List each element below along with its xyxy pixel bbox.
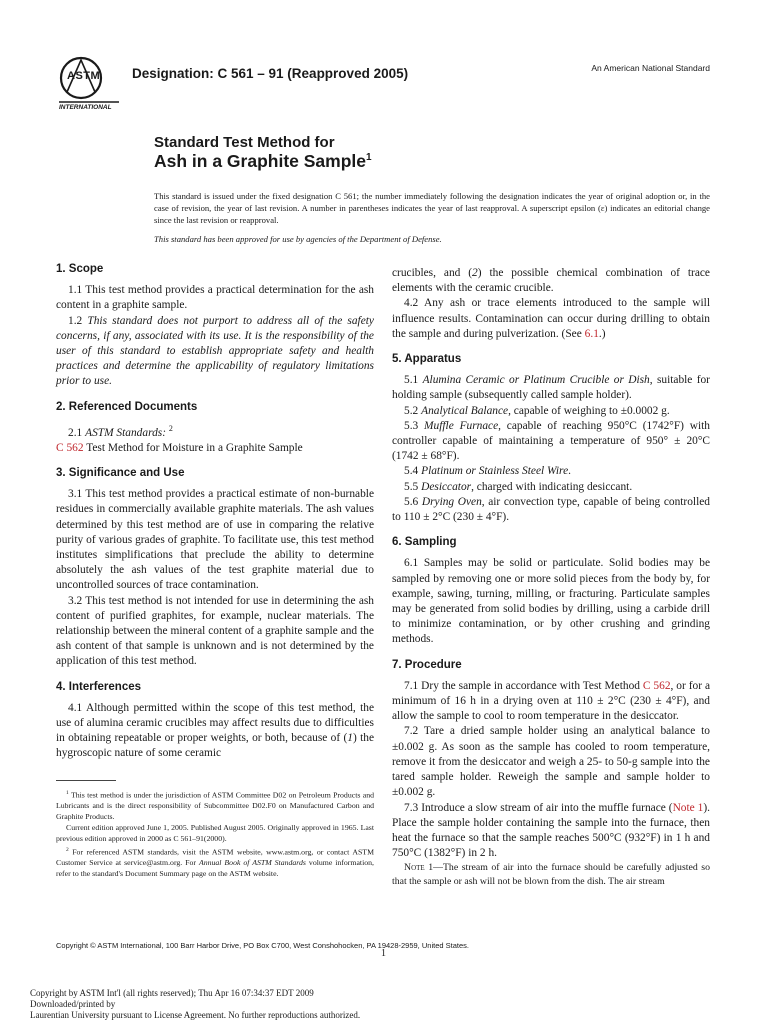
para-num: 2.1 (68, 426, 83, 439)
para-5-4 (392, 464, 710, 479)
para-5-1 (392, 373, 710, 403)
para-3-2: 3.2 This test method is not intended for use in determining the ash content of purified graphites, for example, nuclear materials. The relationship between the mineral content of a graphite sample and the ash content of that sample is unknown and is not determined by the application of this test method. (56, 594, 374, 668)
enum-number: 1 (347, 732, 353, 745)
apparatus-name: Platinum or Stainless Steel Wire (421, 465, 569, 478)
text-span: . (568, 465, 571, 478)
text-span: .) (598, 327, 606, 340)
intro-paragraph: This standard is issued under the fixed designation C 561; the number immediately following the designation indicates the year of original adoption or, in the case of revision, the year of last revision. A number in parentheses indicates the year of last reapproval. A superscript epsilon (ε) indicates an editorial change since the last revision or reapproval. (154, 191, 710, 225)
text-span: crucibles, and ( (392, 267, 473, 279)
enum-number: 2 (472, 267, 478, 279)
para-1-2 (56, 314, 374, 390)
text-span: , or for a minimum of 16 h in a drying oven at 110 ± 2°C (230 ± 4°F), and allow the sample to cool to room temperature in the desiccator. (392, 679, 711, 723)
c562-title: Test Method for Moisture in a Graphite Sample (86, 441, 303, 454)
para-num: 5.6 (404, 495, 419, 508)
section-refdocs-heading: 2. Referenced Documents (56, 400, 198, 413)
title-text: Ash in a Graphite Sample (154, 151, 366, 171)
footnote-mark: 2 (168, 423, 173, 433)
footer-line-1: Copyright by ASTM Int'l (all rights reserved); Thu Apr 16 07:34:37 EDT 2009 (30, 988, 314, 998)
text-span: 7.3 Introduce a slow stream of air into the muffle furnace ( (404, 801, 673, 814)
para-num: 5.5 (404, 480, 419, 493)
para-num: 5.3 (404, 419, 419, 432)
section-sampling-heading: 6. Sampling (392, 536, 457, 549)
note-label: Note 1 (404, 862, 434, 874)
para-num: 5.1 (404, 374, 419, 387)
astm-standards-label: ASTM Standards: (85, 426, 167, 439)
para-7-2: 7.2 Tare a dried sample holder using an analytical balance to ±0.002 g. As soon as the sample has cooled to room temperature, remove it from the desiccator and weigh a 25- to 50-g sample into the tared sample holder. Reweigh the sample and sample holder to ±0.002 g. (392, 725, 710, 799)
footnote-mark: 2 (66, 846, 69, 853)
page-number: 1 (381, 948, 386, 959)
section-significance-heading: 3. Significance and Use (56, 467, 185, 480)
section-interferences-heading: 4. Interferences (56, 680, 142, 693)
safety-caveat: This standard does not purport to address all of the safety concerns, if any, associated with its use. It is the responsibility of the user of this standard to establish appropriate safety and health practices and determine the applicability of regulatory limitations prior to use. (56, 314, 374, 388)
dod-approval: This standard has been approved for use by agencies of the Department of Defense. (154, 234, 442, 244)
text-span: 4.1 Although permitted within the scope of this test method, the use of alumina ceramic crucibles may affect results due to difficulties in obtaining repeatable or proper weights, or both, because of ( (56, 701, 374, 745)
para-3-1: 3.1 This test method provides a practical estimate of non-burnable residues in commercially available graphite materials. The ash values determined by this test method are of use in comparing the relative purity of various grades of graphite. To facilitate use, this test method institutes simplifications that preclude the ability to determine absolutely the ash values of the test graphite material due to uncontrolled sources of trace contamination. (56, 488, 374, 592)
ref-c562 (56, 441, 374, 456)
para-num: 5.4 (404, 465, 419, 478)
apparatus-name: Alumina Ceramic or Platinum Crucible or Dish (422, 374, 650, 387)
apparatus-name: Drying Oven (421, 495, 482, 508)
note-1 (392, 861, 710, 889)
para-6-1: 6.1 Samples may be solid or particulate. Solid bodies may be sampled by removing one or more solid pieces from the body by, for example, sawing, turning, milling, or fracturing. Particulate samples may be generated from solid bodies by drilling, using a carbide drill to minimize contamination, or by other crushing and grinding methods. (392, 557, 710, 646)
para-1-1: 1.1 This test method provides a practical determination for the ash content in a graphite sample. (56, 284, 374, 312)
text-span: , air convection type, capable of being controlled to 110 ± 2°C (230 ± 4°F). (392, 495, 710, 524)
designation: Designation: C 561 – 91 (Reapproved 2005) (132, 66, 409, 81)
title-line1: Standard Test Method for (154, 134, 335, 151)
para-7-1 (392, 679, 710, 725)
para-num: 5.2 (404, 404, 419, 417)
download-footer (30, 988, 360, 1021)
apparatus-name: Muffle Furnace (424, 419, 499, 432)
astm-logo (55, 52, 123, 116)
title-line2 (154, 151, 372, 172)
section-6-1-link[interactable]: 6.1 (584, 327, 599, 340)
american-national-standard: An American National Standard (591, 63, 710, 73)
footnote-text: This test method is under the jurisdiction of ASTM Committee D02 on Petroleum Products and Lubricants and is the direct responsibility of Subcommittee D02.F0 on Manufactured Carbon and Graphite Products. (56, 790, 374, 822)
logo-subtext: INTERNATIONAL (59, 104, 112, 111)
note-1-link[interactable]: Note 1 (672, 801, 704, 814)
text-span: , capable of weighing to ±0.0002 g. (508, 404, 670, 417)
para-5-6 (392, 495, 710, 525)
footnote-mark: 1 (66, 790, 69, 796)
para-5-5 (392, 480, 710, 495)
text-span: , capable of reaching 950°C (1742°F) with controller capable of maintaining a temperature of 950° ± 20°C (1742 ± 68°F). (392, 419, 710, 463)
text-span: ). Place the sample holder containing the sample into the furnace, then heat the furnace so that the sample reaches 500°C (932°F) in 1 h and 750°C (1382°F) in 2 h. (392, 801, 711, 860)
copyright-line: Copyright © ASTM International, 100 Barr Harbor Drive, PO Box C700, West Conshohocken, PA 19428-2959, United States. (56, 941, 469, 950)
para-4-1 (56, 701, 374, 762)
text-span: ) the hygroscopic nature of some ceramic (56, 732, 374, 760)
right-column (392, 266, 710, 889)
section-scope-heading: 1. Scope (56, 263, 104, 275)
para-5-2 (392, 404, 710, 419)
footnote-1-edition: Current edition approved June 1, 2005. Published August 2005. Originally approved in 1965. Last previous edition approved in 2000 as C 561–91(2000). (56, 822, 374, 843)
para-4-2 (392, 296, 710, 342)
apparatus-name: Analytical Balance (421, 404, 509, 417)
text-span: 4.2 Any ash or trace elements introduced to the sample will influence results. Contamination can occur during drilling to obtain the sample and during pulverization. (See (392, 297, 710, 340)
c562-link[interactable]: C 562 (642, 679, 671, 692)
c562-link[interactable]: C 562 (56, 441, 84, 454)
annual-book-title: Annual Book of ASTM Standards (198, 857, 306, 867)
title-footnote-mark: 1 (366, 152, 372, 164)
left-column (56, 262, 374, 762)
text-span: , suitable for holding sample (subsequently called sample holder). (392, 374, 710, 402)
para-7-3 (392, 801, 710, 862)
footnote-divider (56, 780, 116, 781)
para-num: 1.2 (68, 314, 83, 327)
text-span: , charged with indicating desiccant. (471, 480, 633, 493)
para-5-3 (392, 419, 710, 465)
section-procedure-heading: 7. Procedure (392, 658, 462, 671)
footnote-text: For referenced ASTM standards, visit the ASTM website, www.astm.org, or contact ASTM Customer Service at service@astm.org. For (56, 847, 374, 867)
text-span: ) the possible chemical combination of trace elements with the ceramic crucible. (392, 267, 710, 295)
footnote-text: volume information, refer to the standard's Document Summary page on the ASTM website. (56, 857, 374, 878)
apparatus-name: Desiccator (421, 480, 472, 493)
footnotes (56, 788, 374, 880)
footer-line-2: Downloaded/printed by (30, 999, 116, 1009)
footnote-2 (56, 845, 374, 880)
section-apparatus-heading: 5. Apparatus (392, 353, 462, 366)
footnote-1 (56, 788, 374, 823)
logo-text: ASTM (67, 70, 101, 82)
footer-line-3: Laurentian University pursuant to License Agreement. No further reproductions authorized. (30, 1010, 361, 1020)
text-span: 7.1 Dry the sample in accordance with Test Method (404, 679, 640, 692)
para-2-1 (56, 421, 374, 441)
para-4-1-cont (392, 266, 710, 296)
note-text: —The stream of air into the furnace should be carefully adjusted so that the sample or ash will not be blown from the dish. The air stream (392, 862, 710, 888)
